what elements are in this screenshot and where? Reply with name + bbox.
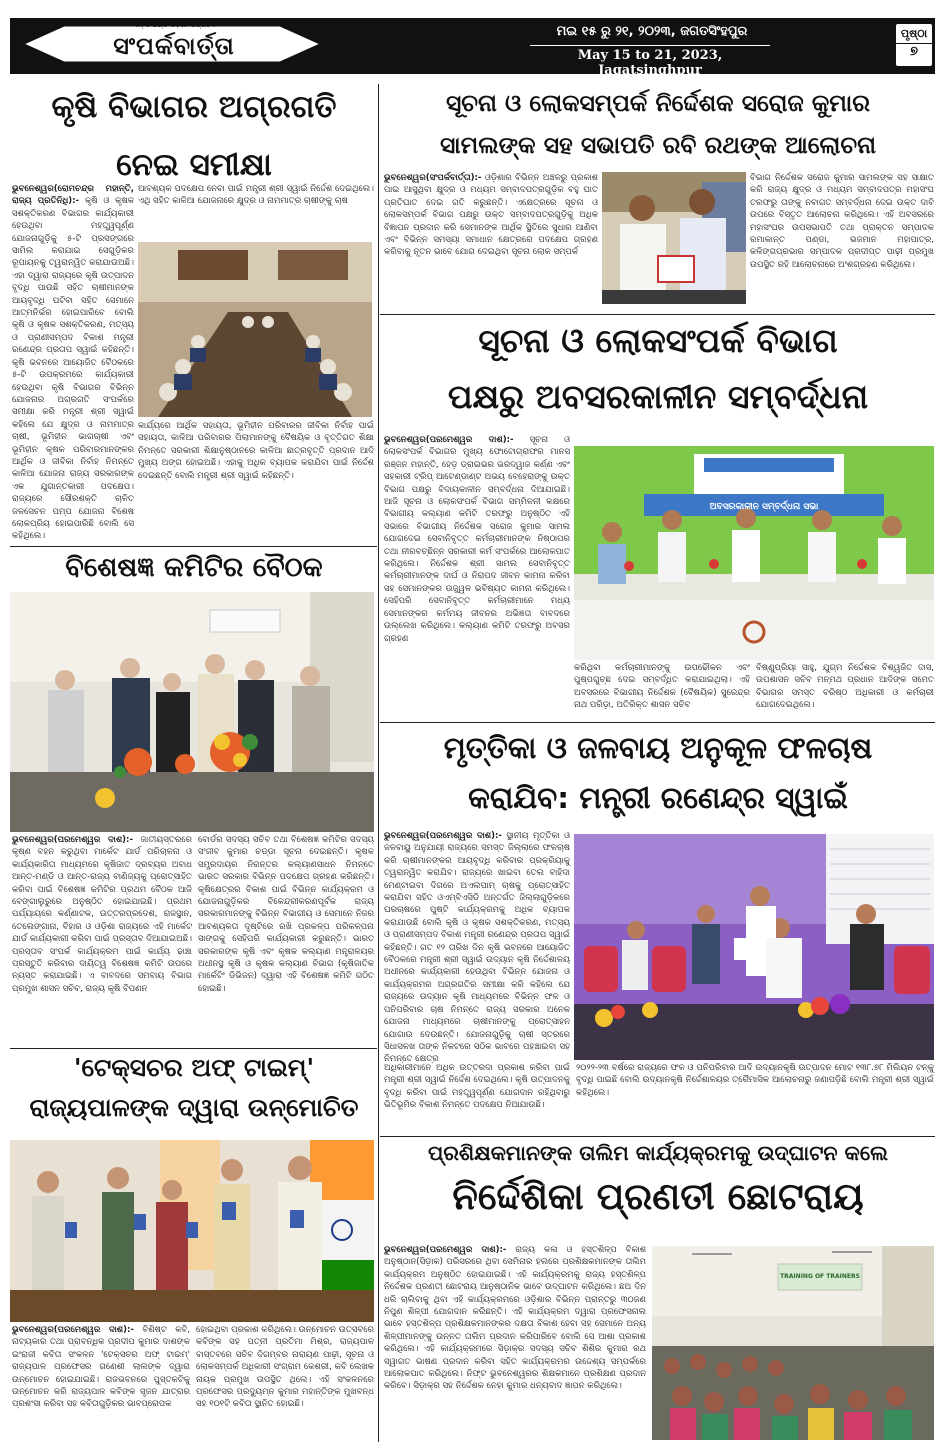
headline-line-2: ସାମଲଙ୍କ ସହ ସଭାପତି ରବି ରଥଙ୍କ ଆଲୋଚନା [439, 131, 876, 159]
newspaper-logo [24, 20, 320, 70]
article-body-bottom-right: ବିଷ୍ଣୁପ୍ରିୟା ସାହୁ, ଯୁଗ୍ମ ନିର୍ଦ୍ଦେଶକ ବିଶ୍ୱଜିତ ଦାସ, ଉପଶାସନ ସଚିବ ମନ୍ମଥ ପ୍ରଧାନ ଆଦିଙ୍କ ସମେତ ବିଭାଗର ସମସ୍ତ ବରିଷ୍ଠ ଅଧିକାରୀ ଓ କର୍ମଚାରୀ ଯୋଗଦେଇଥିଲେ। [756, 663, 934, 711]
article-body-bottom-right: ୨୦୨୨-୨୩ ବର୍ଷରେ ରାଜ୍ୟରେ ଫଳ ଓ ପନିପରିବାର ଆଦି ଉଦ୍ୟାନକୃଷି ଉତ୍ପାଦନ ମୋଟ ୧୩୮.୭୮ ମିଲିୟନ ଟନ୍‌କୁ ବୃଦ୍ଧି ପାଇଛି ବୋଲି ଉଦ୍ୟାନକୃଷି ନିର୍ଦ୍ଦେଶାଳୟର ତ୍ରୈମାସିକ ଆଲୋଚନାରୁ ଜଣାପଡ଼ିଛି ବୋଲି ମନ୍ତ୍ରୀ ଶ୍ରୀ ସ୍ୱାଇଁ କହିଥିଲେ। [576, 1063, 934, 1098]
body-text: ବିଶିଷ୍ଟ କବି, ନାଟ୍ୟକାର ତଥା ପ୍ରାବନ୍ଧିକ ପ୍ରଦୀପ କୁମାର ଦାଶଙ୍କ ଇଂରାଜୀ କବିତା ସଂକଳନ 'ଟେକ୍ସଚର ଅଫ୍ ଟାଇମ୍' ରାଜ୍ୟପାଳ ପ୍ରଫେସର ଗଣେଶୀ ଲାଲଙ୍କ ଦ୍ୱାରା ଉନ୍ମୋଚନ ହୋଇଯାଇଛି। ରାଜଭବନରେ ପୁସ୍ତକଟିକୁ ଉନ୍ମୋଚନ କରି ରାଜ୍ୟପାଳ କବିଙ୍କ ସୃଜନ ଯାତ୍ରାର ପ୍ରଶଂସା କରିବା ସହ କବିତାଗୁଡ଼ିକର ଭାବପ୍ରୋପକ [12, 1325, 191, 1410]
byline: ଭୁବନେଶ୍ୱର(ପରମେଶ୍ୱର ଦାଶ):- [12, 1325, 134, 1335]
issue-date-odia: ମଇ ୧୫ ରୁ ୨୧, ୨୦୨୩, ଜଗତସିଂହପୁର [556, 24, 748, 39]
byline: ଭୁବନେଶ୍ୱର(ପରମେଶ୍ୱର ଦାଶ):- [384, 435, 514, 445]
section-divider [380, 314, 935, 315]
felicitation-photo [574, 446, 934, 660]
body-text: ଜାତୀୟସ୍ତରରେ କୃଷ୍ଣ ବହନ କରୁଥିବା ମାର୍କେଟ ଯାର୍ଡ ପରିଚାଳନା ଓ କାର୍ଯ୍ୟକାରିତା ମାଧ୍ୟମରେ କୃଷିଜାତ ଦ୍ରବ୍ୟର ଅବାଧ ଆନ୍ତ-ମଣ୍ଡି ଓ ଆନ୍ତ-ରାଜ୍ୟ ବାଣିଜ୍ୟକୁ ପ୍ରୋତ୍ସାହିତ କରିବା ପାଇଁ ବିଶେଷଜ୍ଞ କମିଟିର ପ୍ରଥମ ବୈଠକ ଆଜି ବେଙ୍ଗାଲୁରୁରେ ଅନୁଷ୍ଠିତ ହୋଇଯାଇଛି। ପ୍ରଥମ ପର୍ଯ୍ୟାୟରେ କର୍ଣ୍ଣାଟକ, ଉତ୍ତରପ୍ରଦେଶ, ରାଜସ୍ଥାନ, ତେଲେଙ୍ଗାନା, ବିହାର ଓ ଓଡ଼ିଶା ରାଜ୍ୟରେ ଏହି ମାର୍କେଟ ଯାର୍ଡ କାର୍ଯ୍ୟକାରୀ କରିବା ପାଇଁ ପ୍ରସ୍ତାବ ଦିଆଯାଇଅଛି। ପ୍ରସ୍ତାବ ସଂପର୍କ କାର୍ଯ୍ୟକ୍ରମ ପାଇଁ କାର୍ଯ୍ୟ ଢାଞ୍ଚା ପ୍ରସ୍ତୁତି କରିବାର ଦାୟିତ୍ୱ ବିଶେଷଜ୍ଞ କମିଟି ଉପରେ ନ୍ୟସ୍ତ କରାଯାଇଛି। ଏ ବାବଦରେ ସମବାୟ ବିଭାଗ ପ୍ରମୁଖ ଶାସନ ସଚିବ, ରାଜ୍ୟ କୃଷି ବିପଣନ [12, 835, 193, 994]
headline-line-1: ପ୍ରଶିକ୍ଷକମାନଙ୍କ ତାଲିମ କାର୍ଯ୍ୟକ୍ରମକୁ ଉଦ୍‌ଘାଟନ କଲେ [428, 1141, 888, 1165]
issue-date-english: May 15 to 21, 2023, Jagatsinghpur [577, 48, 723, 78]
article-body-bottom-left: କରିଥିବା କର୍ମଚାରୀମାନଙ୍କୁ ଉପଢୌକନ ଏବଂ ପୁଷ୍ପଗୁଚ୍ଛ ଦେଇ ସମ୍ବର୍ଦ୍ଧିତ କରାଯାଇଥିଲା। ଏହି ଅବସରରେ ବିଭାଗୀୟ ନିର୍ଦ୍ଦେଶକ (ବୈଷୟିକ) ସୁରେନ୍ଦ୍ର ନାଥ ପରିଡ଼ା, ଅତିରିକ୍ତ ଶାସନ ସଚିବ [574, 663, 750, 711]
article-body-left [12, 1324, 190, 1442]
section-divider [380, 1136, 935, 1137]
logo-tagline: ଏମ୍ ଓ ଅଣ୍ଡ ଓଡ଼ିଶା ସାପ୍ତାହିକ [132, 21, 216, 29]
book-release-photo [10, 1140, 374, 1322]
byline: ଭୁବନେଶ୍ୱର(ପରମେଶ୍ୱର ଦାଶ):- [384, 1245, 507, 1255]
article-body-left [12, 834, 192, 1044]
event-banner-text: ଅବସରକାଳୀନ ସମ୍ବର୍ଦ୍ଧନା ସଭା [709, 502, 819, 512]
headline-line-1: ସୂଚନା ଓ ଲୋକସମ୍ପର୍କ ନିର୍ଦ୍ଦେଶକ ସରୋଜ କୁମାର [445, 89, 871, 117]
article-body-left [384, 172, 598, 310]
byline: ଭୁବନେଶ୍ୱର(ପରମେଶ୍ୱର ଦାଶ):- [12, 835, 133, 845]
training-banner-text: TRAINING OF TRAINERS [780, 1273, 860, 1280]
article-body-left [12, 183, 134, 542]
article-body-right: ବୋର୍ଡର ସଦସ୍ୟ ସଚିବ ତଥା ବିଶେଷଜ୍ଞ କମିଟିର ସଦସ୍ୟ ସଂଜୀବ କୁମାର ଚଡ୍ଡା ସୂଚନା ଦେଇଛନ୍ତି। କୃଷକ ସମ୍ପ୍ରଦାୟର ନିରନ୍ତର କଲ୍ୟାଣସାଧନ ନିମନ୍ତେ ଭାରତ ସରକାର ବିଭିନ୍ନ ପଦକ୍ଷେପ ଗ୍ରହଣ କରିଛନ୍ତି। କୃଷିକ୍ଷେତ୍ରର ବିକାଶ ପାଇଁ ବିଭିନ୍ନ କାର୍ଯ୍ୟକ୍ରମ ଓ ଯୋଜନାଗୁଡ଼ିକର ବିକେନ୍ଦ୍ରୀକରଣପୂର୍ବକ ରାଜ୍ୟ ସରକାରମାନଙ୍କୁ ବିଭିନ୍ନ ବିଭାଗୀୟ ଓ ସେମାନେ ନିଜର ଆବଶ୍ୟକତା ଦୃଷ୍ଟିରେ ରଖି ପ୍ରକଳ୍ପ ପରିକଳ୍ପନା ସାଙ୍ଗକୁ ସେହିପରି କାର୍ଯ୍ୟକାରୀ କରୁଛନ୍ତି। ଭାରତ ସରକାରଙ୍କ କୃଷି ଏବଂ କୃଷକ କଲ୍ୟାଣ ମନ୍ତ୍ରାଳୟର ଅଧୀନସ୍ଥ କୃଷି ଓ କୃଷକ କଲ୍ୟାଣ ବିଭାଗ (କୃଷିଜାତିକ ମାର୍କେଟିଂ ଡିଭିଜନ) ଦ୍ୱାରା ଏହି ବିଶେଷଜ୍ଞ କମିଟି ଗଠିତ ହୋଇଛି। [198, 835, 374, 994]
article-body-right: ବିଭାଗ ନିର୍ଦ୍ଦେଶକ ସରୋଜ କୁମାର ସାମଲଙ୍କ ସହ ସାକ୍ଷାତ କରି ରାଜ୍ୟ କ୍ଷୁଦ୍ର ଓ ମଧ୍ୟମ ସମ୍ବାଦପତ୍ର ମହାସଂଘ ତରଫରୁ ତାଙ୍କୁ ନବାଗତ ସମ୍ବର୍ଦ୍ଧନା ଦେଇ ଉକ୍ତ ଦାବି ଉପରେ ବିସ୍ତୃତ ଆଲୋଚନା କରିଥିଲେ। ଏହି ଅବସରରେ ମହାସଂଘର ଉପସଭାପତି ତଥା ପ୍ରାକ୍ତନ ସମ୍ପାଦକ ରମାକାନ୍ତ ପଣ୍ଡା, ଭଜମାନ ମହାପାତ୍ର, କଳିଙ୍ଗପ୍ରଭାର ସମ୍ପାଦକ ପ୍ରଦୀପ୍ତ ପାଢ଼ୀ ପ୍ରମୁଖ ଉପସ୍ଥିତ ରହି ଆଲୋଚନାରେ ଅଂଶଗ୍ରହଣ କରିଥିଲେ। [750, 173, 934, 270]
page-number: ୭ [896, 43, 932, 59]
horticulture-meeting-photo [574, 834, 934, 1060]
article-body-left [384, 830, 571, 1065]
byline: ଭୁବନେଶ୍ୱର(ସଂପର୍କବାର୍ତ୍ତା):- [384, 173, 482, 183]
section-divider [380, 722, 935, 723]
headline-line-2: ପକ୍ଷରୁ ଅବସରକାଳୀନ ସମ୍ବର୍ଦ୍ଧନା [447, 377, 869, 416]
article-body-right-top: ଆବଶ୍ୟକ ପଦକ୍ଷେପ ନେବା ପାଇଁ ମନ୍ତ୍ରୀ ଶ୍ରୀ ସ୍ୱାଇଁ ନିର୍ଦ୍ଦେଶ ଦେଇଥିଲେ। ଏଥି ସହିତ କାଳିଆ ଯୋଜନାରେ କ୍ଷୁଦ୍ର ଓ ନାମମାତ୍ର ଚାଷୀଙ୍କୁ ଚାଷ [138, 184, 374, 207]
body-text: ରାଜ୍ୟ କଳା ଓ ହସ୍ତଶିଳ୍ପ ବିକାଶ ଅନୁଷ୍ଠାନ(ସିଡ଼ାକ) ପରିସରରେ ଥିବା ସେମିନାର ହଲରେ ପ୍ରଶିକ୍ଷକମାନଙ୍କ ତାଲିମ କାର୍ଯ୍ୟକ୍ରମ ଅନୁଷ୍ଠିତ ହୋଇଯାଇଛି। ଏହି କାର୍ଯ୍ୟକ୍ରମକୁ ରାଜ୍ୟ ହସ୍ତଶିଳ୍ପ ନିର୍ଦ୍ଦେଶକ ପ୍ରଣତୀ ଛୋଟରାୟ ଆନୁଷ୍ଠାନିକ ଭାବେ ଉଦ୍‌ଘାଟନ କରିଥିଲେ। ଛଅ ଦିନ ଧରି ଚାଲିବାକୁ ଥିବା ଏହି କାର୍ଯ୍ୟକ୍ରମରେ ଓଡ଼ିଶାର ବିଭିନ୍ନ ପ୍ରାନ୍ତରୁ ୩୦ଜଣ ନିପୁଣ ଶିଳ୍ପୀ ଯୋଗଦାନ କରିଛନ୍ତି। ଏହି କାର୍ଯ୍ୟକ୍ରମ ଦ୍ୱାରା ପ୍ରଫେସନାଲ ଭାବେ ହସ୍ତଶିଳ୍ପ ପ୍ରଶିକ୍ଷକମାନଙ୍କର ଦକ୍ଷତା ବିକାଶ ହେବା ସହ ସେମାନେ ଅନ୍ୟ ଶିଳ୍ପୀମାନଙ୍କୁ ଉନ୍ନତ ତାଲିମ ପ୍ରଦାନ କରିପାରିବେ ବୋଲି ସେ ଆଶା ପ୍ରକାଶ କରିଥିଲେ। ଏହି କାର୍ଯ୍ୟକ୍ରମରେ ସିଡ଼ାକ୍‌ର ସଦସ୍ୟ ସଚିବ ଶିଶିର କୁମାର ରଥ ସ୍ୱାଗତ ଭାଷଣ ପ୍ରଦାନ କରିବା ସହିତ କାର୍ଯ୍ୟକ୍ରମର ଉଦ୍ଦେଶ୍ୟ ସମ୍ପର୍କରେ ଆଲୋକପାତ କରିଥିଲେ। ନିଫ୍ଟ ଭୁବନେଶ୍ୱରର ଶିକ୍ଷକମାନେ ପ୍ରଶିକ୍ଷଣ ପ୍ରଦାନ କରିବେ। ସିଡ଼ାକ୍‌ର ସହ ନିର୍ଦ୍ଦେଶକ ନେହା କୁମାର ଧନ୍ୟବାଦ ଜ୍ଞାପନ କରିଥିଲେ। [384, 1245, 647, 1392]
training-hall-photo [652, 1246, 934, 1440]
body-text: ସୂଚନା ଓ ଲୋକସଂପର୍କ ବିଭାଗର ମୁଖ୍ୟ ଫୋଟୋଗ୍ରାଫର ମାନସ ରଞ୍ଜନ ମହାନ୍ତି, ହେଡ଼ ଡ୍ରାଇଭର ଭରଦ୍ୱାଜ କର୍ଣ୍ଣ ଏବଂ ସହକାରୀ ଟ୍ରିପ୍ ଆଟେଣ୍ଡାଣ୍ଟ ଅଭୟ ବେହେରାଙ୍କୁ ଉକ୍ତ ବିଭାଗ ପକ୍ଷରୁ ବିଦାୟକାଳୀନ ସମ୍ବର୍ଦ୍ଧନା ଦିଆଯାଇଛି। ଆଜି ସୂଚନା ଓ ଲୋକସଂପର୍କ ବିଭାଗ ସମ୍ମିଳନୀ କକ୍ଷରେ ବିଭାଗୀୟ କଲ୍ୟାଣ କମିଟି ତରଫରୁ ଅନୁଷ୍ଠିତ ଏହି ସଭାରେ ବିଭାଗୀୟ ନିର୍ଦ୍ଦେଶକ ସରୋଜ କୁମାର ସାମଲ ଯୋଗଦେଇ ସେବାନିବୃତ୍ତ କର୍ମଚାରୀମାନଙ୍କ ନିଷ୍ଠାପର ତଥା ନୀରବଚ୍ଛିନ୍ନ ସରକାରୀ କର୍ମ ସଂପର୍କରେ ଆଲୋକପାତ କରିଥିଲେ। ନିର୍ଦ୍ଦେଶକ ଶ୍ରୀ ସାମଲ ସେବାନିବୃତ୍ତ କର୍ମଚାରୀମାନଙ୍କ ଦାର୍ଘ ଓ ନିରାପଦ ଜୀବନ କାମନା କରିବା ସହ ସେମାନଙ୍କର ଉଜ୍ଜ୍ୱଳ ଭବିଷ୍ୟତ କାମନା କରିଥିଲେ। ସେହିପରି ସେବାନିବୃତ୍ତ କର୍ମଚାରୀମାନେ ମଧ୍ୟ ସେମାନଙ୍କର କର୍ମମୟ ଜୀବନର ଅଭିଜ୍ଞତା ବାବଦରେ ଉଲ୍ଲେଖ କରିଥିଲେ। କଲ୍ୟାଣ କମିଟି ତରଫରୁ ଅବସର ଗ୍ରହଣ [384, 435, 571, 644]
headline-line-2: ରାଜ୍ୟପାଳଙ୍କ ଦ୍ୱାରା ଉନ୍ମୋଚିତ [29, 1093, 359, 1122]
byline: ଭୁବନେଶ୍ୱର(ପରମେଶ୍ୱର ଦାଶ):- [384, 831, 502, 841]
headline-line-1: ସୂଚନା ଓ ଲୋକସଂପର୍କ ବିଭାଗ [478, 321, 838, 360]
article-body-bottom-left: ଅଧିକାରୀମାନେ ଅଧିକ ଉତ୍ତରଦା ପ୍ରକାଶ କରିବା ପାଇଁ ମନ୍ତ୍ରୀ ଶ୍ରୀ ସ୍ୱାଇଁ ନିର୍ଦ୍ଦେଶ ଦେଇଥିଲେ। କୃଷି ଉତ୍ପାଦନକୁ ବୃଦ୍ଧି କରିବା ପାଇଁ ମହତ୍ତ୍ୱପୂର୍ଣ୍ଣ ଯୋଗଦାନ ରହିଥିବାରୁ ଭିତିଭୂମିର ବିକାଶ ନିମନ୍ତେ ପଦକ୍ଷେପ ନିଆଯାଉଛି। [384, 1063, 570, 1111]
meeting-photo [138, 242, 372, 417]
headline-line-1: କୃଷି ବିଭାଗର ଅଗ୍ରଗତି [51, 89, 337, 125]
headline: ବିଶେଷଜ୍ଞ କମିଟିର ବୈଠକ [65, 552, 323, 583]
headline-line-1: 'ଟେକ୍ସଚର ଅଫ୍ ଟାଇମ୍' [73, 1053, 315, 1082]
byline: ଭୁବନେଶ୍ୱର(ରୋମଚନ୍ଦ୍ର ମହାନ୍ତି, ରାଜ୍ୟ ପ୍ରତିନିଧି):- [12, 184, 134, 207]
body-text: କୃଷି ଓ କୃଷକ ସଶକ୍ତିକରଣ ବିଭାଗର କାର୍ଯ୍ୟକାରୀ ହେଉଥିବା ମହତ୍ତ୍ୱପୂର୍ଣ୍ଣ ଯୋଜନାଗୁଡ଼ିକୁ ୫-ଟି ପ୍ରସଙ୍ଗରେ ସାମିଲ କରାଯାଇ ସେଗୁଡ଼ିକର ରୂପାୟନକୁ ତ୍ୱରାନ୍ୱିତ କରାଯାଉଅଛି। ଏହା ଦ୍ୱାରା ରାଜ୍ୟରେ କୃଷି ଉତ୍ପାଦନ ବୃଦ୍ଧି ପାଉଛି ସହିତ ଚାଷୀମାନଙ୍କ ଆୟବୃଦ୍ଧି ଘଟିବା ସହିତ ସେମାନେ ଆତ୍ମନିର୍ଭର ହୋଇପାରିବେ ବୋଲି କୃଷି ଓ କୃଷକ ସଶକ୍ତିକରଣ, ମତ୍ସ୍ୟ ଓ ପ୍ରାଣୀସମ୍ପଦ ବିକାଶ ମନ୍ତ୍ରୀ ରଣେନ୍ଦ୍ର ପ୍ରତାପ ସ୍ୱାଇଁ କହିଛନ୍ତି। କୃଷି ଭବନରେ ଆୟୋଜିତ ବୈଠକରେ ୫-ଟି ଉପକ୍ରମରେ କାର୍ଯ୍ୟକାରୀ ହେଉଥିବା କୃଷି ବିଭାଗର ବିଭିନ୍ନ ଯୋଜନାର ଅଗ୍ରଗତି ସଂପର୍କରେ ସମୀକ୍ଷା କରି ମନ୍ତ୍ରୀ ଶ୍ରୀ ସ୍ୱାଇଁ କହିଲେ ଯେ କ୍ଷୁଦ୍ର ଓ ନାମମାତ୍ର ଚାଷୀ, ଭୂମିହୀନ ଭାଗଚାଷୀ ଏବଂ ଭୂମିହୀନ କୃଷକ ପରିବାରମାନଙ୍କର ଆର୍ଥିକ ଓ ଜୀବିକା ନିର୍ବାହ ନିମନ୍ତେ କାଳିଆ ଯୋଜନା ରାଜ୍ୟ ସରକାରଙ୍କ ଏକ ଯୁଗାନ୍ତକାରୀ ପଦକ୍ଷେପ। ରାଜ୍ୟରେ ସୌରଶକ୍ତି ଚାଳିତ ଜଳସେଚନ ପମ୍ପ ଯୋଜନା ବିଶେଷ ଲୋକପ୍ରିୟ ହୋଇପାରିଛି ବୋଲି ସେ କହିଥିଲେ। [12, 196, 134, 542]
article-body-right: ହୋଇଥିବା ପ୍ରକାଶ କରିଥିଲେ। ଉନ୍ମୋଚନ ଉତ୍ସବରେ କବିଙ୍କ ସହ ପତ୍ନୀ ପ୍ରତିମା ମିଶ୍ର, ରାଜ୍ୟପାଳ ବାସ୍ତବରେ ସଚିବ ଦିଗମ୍ବର ନାରାୟଣ ପାଢ଼ୀ, ସୂଚନା ଓ ଲୋକସମ୍ପର୍କ ଅଧିକାରୀ ସଂଗ୍ରାମ କେଶରୀ, କବି ଲେଖକ ନାୟକ ପ୍ରମୁଖ ଉପସ୍ଥିତ ଥିଲେ। ଏହି ସଂକଳନରେ ପ୍ରଫେସର ପ୍ରଦ୍ୟୁମ୍ନ କୁମାର ମହାନ୍ତିଙ୍କ ମୁଖବନ୍ଧ ସହ ୧୦୧ଟି କବିତା ସ୍ଥାନିତ ହୋଇଛି। [196, 1325, 374, 1410]
article-body [384, 1244, 646, 1442]
page-label: ପୃଷ୍ଠା [900, 27, 928, 40]
page-number-box [894, 22, 934, 68]
section-divider [10, 1048, 377, 1049]
headline-line-2: କରାଯିବ: ମନ୍ତ୍ରୀ ରଣେନ୍ଦ୍ର ସ୍ୱାଇଁ [468, 781, 848, 815]
headline-line-2: ନିର୍ଦ୍ଦେଶିକା ପ୍ରଣତୀ ଛୋଟରାୟ [452, 1175, 864, 1218]
article-body-right-bottom: କାର୍ଯ୍ୟରେ ଆର୍ଥିକ ସହାୟତା, ଭୂମିହୀନ ପରିବାରର ଜୀବିକା ନିର୍ବାହ ପାଇଁ ସହାୟତା, କାଳିଆ ପରିବାରର ପିଲାମାନଙ୍କୁ ବୈଷୟିକ ଓ ବୃତ୍ତିଗତ ଶିକ୍ଷା ନିମନ୍ତେ ସରକାରୀ ଶିକ୍ଷାନୁଷ୍ଠାନରେ କାଳିଆ ଛାତ୍ରବୃତ୍ତି ପ୍ରଦାନ ଆଦି ମୁଖ୍ୟ ଅଙ୍ଗ ହୋଇଅଛି। ଏହାକୁ ଅଧିକ ବ୍ୟାପକ କରାଯିବା ପାଇଁ ନିର୍ଦ୍ଦେଶ ଦେଇଛନ୍ତି ବୋଲି ମନ୍ତ୍ରୀ ଶ୍ରୀ ସ୍ୱାଇଁ କହିଛନ୍ତି। [138, 421, 374, 481]
director-meeting-photo [602, 172, 746, 304]
body-text: ଓଡ଼ିଶାର ବିଭିନ୍ନ ଅଞ୍ଚଳରୁ ପ୍ରକାଶ ପାଇ ଆସୁଥିବା କ୍ଷୁଦ୍ର ଓ ମଧ୍ୟମ ସମ୍ବାଦପତ୍ରଗୁଡ଼ିକ ବହୁ ଘାତ ପ୍ରତିଘାତ ଦେଇ ଗତି କରୁଛନ୍ତି। ଏକ୍ଷେତ୍ରରେ ସୂଚନା ଓ ଲୋକସମ୍ପର୍କ ବିଭାଗ ପକ୍ଷରୁ ଉକ୍ତ ସମ୍ବାଦପତ୍ରଗୁଡ଼ିକୁ ଅଧିକ ବିଜ୍ଞାପନ ପ୍ରଦାନ କରି ସେମାନଙ୍କ ଆର୍ଥିକ ସ୍ଥିତିରେ ସୁଧାର ଆଣିବା ଏବଂ ବିଭିନ୍ନ ସମସ୍ୟା ସମାଧାନ କ୍ଷେତ୍ରରେ ପଦକ୍ଷେପ ଗ୍ରହଣ କରିବାକୁ ନୂତନ ଭାବେ ଯୋଗ ଦେଇଥିବା ସୂଚନା ଲୋକ ସମ୍ପର୍କ [384, 173, 598, 258]
column-divider [378, 84, 379, 1442]
committee-photo [10, 592, 374, 832]
date-separator [530, 45, 770, 46]
headline-line-2: ନେଇ ସମୀକ୍ଷା [116, 147, 272, 183]
article-body-left [384, 434, 570, 660]
section-divider [10, 546, 377, 547]
masthead [10, 18, 935, 78]
headline-line-1: ମୃତ୍ତିକା ଓ ଜଳବାୟ ଅନୁକୂଳ ଫଳଚାଷ [443, 731, 873, 765]
body-text: ସ୍ଥାନୀୟ ମୃତ୍ତିକା ଓ ଜଳବାୟୁ ଅନୁଯାୟୀ ରାଜ୍ୟରେ ସମସ୍ତ ଜିଲ୍ଲାରେ ଫଳଚାଷ କରି ଚାଷୀମାନଙ୍କର ଆୟବୃଦ୍ଧି କରିବାର ପ୍ରକ୍ରିୟାକୁ ତ୍ୱରାନ୍ୱିତ କରାଯିବ। ରାଜ୍ୟରେ ଖାଇବା ତେଲ ବାହିଦା ମେଣ୍ଟାଇବା ଦିଗରେ ଅଏଲପାମ୍ ଚାଷକୁ ପ୍ରୋତ୍ସାହିତ କରାଯିବା ସହିତ ଓଏମ୍‌ବିଏସିଡି ଅନ୍ତର୍ଗତ ଜିଲ୍ଲାଗୁଡ଼ିକରେ ଘରଚାଷରେ ପୁଷ୍ଟି କାର୍ଯ୍ୟକ୍ରମକୁ ଅଧିକ ବ୍ୟାପକ କରାଯାଉଛି ବୋଲି କୃଷି ଓ କୃଷକ ସଶକ୍ତିକରଣ, ମତ୍ସ୍ୟ ଓ ପ୍ରାଣୀସମ୍ପଦ ବିକାଶ ମନ୍ତ୍ରୀ ରଣେନ୍ଦ୍ର ପ୍ରତାପ ସ୍ୱାଇଁ କହିଛନ୍ତି। ଗତ ୧୨ ତାରିଖ ଦିନ କୃଷି ଭବନରେ ଆୟୋଜିତ ବୈଠକରେ ମନ୍ତ୍ରୀ ଶ୍ରୀ ସ୍ୱାଇଁ ଉଦ୍ୟାନ କୃଷି ନିର୍ଦ୍ଦେଶାଳୟ ଅଧୀନରେ କାର୍ଯ୍ୟକାରୀ ହେଉଥିବା ବିଭିନ୍ନ ଯୋଜନା ଓ କାର୍ଯ୍ୟକ୍ରମର ଅଗ୍ରଗତିର ସମୀକ୍ଷା କରି କହିଲେ ଯେ ରାଜ୍ୟରେ ଉଦ୍ୟାନ କୃଷି ମାଧ୍ୟମରେ ବିଭିନ୍ନ ଫଳ ଓ ପନିପରିବାର ଚାଷ ନିମନ୍ତେ ରାଜ୍ୟ ସରକାର ଅନେକ ଯୋଜନା ମାଧ୍ୟମରେ ଚାଷୀମାନଙ୍କୁ ପ୍ରୋତ୍ସାହନ ଯୋଗାଉ ଦେଉଛନ୍ତି। ଯୋଜନାଗୁଡ଼ିକୁ ଚାଷୀ ସ୍ତରରେ ସିଧାସଳଖ ତାଙ୍କ ନିକଟରେ ସଠିକ ଭାବରେ ପହଞ୍ଚାଇବା ସହ ନିମନ୍ତେ କ୍ଷେତ୍ର [384, 831, 571, 1065]
logo-text: ସଂପର୍କବାର୍ତ୍ତା [113, 32, 235, 60]
